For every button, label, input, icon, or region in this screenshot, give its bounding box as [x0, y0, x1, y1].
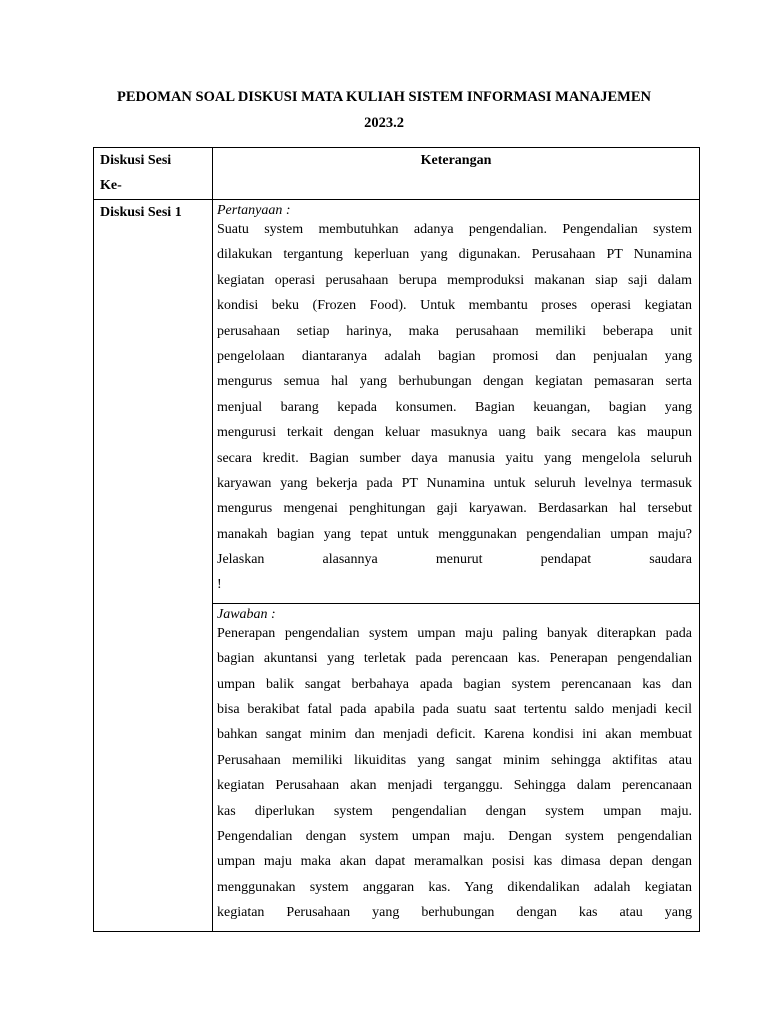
answer-block — [213, 604, 699, 931]
answer-line: umpan balik sangat berbahaya apada bagian system perencanaan kas dan — [217, 676, 692, 692]
question-line: kegiatan operasi perusahaan berupa memproduksi makanan siap saji dalam — [217, 272, 692, 288]
question-line: mengurus semua hal yang berhubungan dengan kegiatan pemasaran serta — [217, 374, 692, 390]
answer-line: menggunakan system anggaran kas. Yang dikendalikan adalah kegiatan — [217, 879, 692, 895]
session-label: Diskusi Sesi 1 — [100, 205, 182, 220]
question-line: karyawan yang bekerja pada PT Nunamina untuk seluruh levelnya termasuk — [217, 475, 692, 491]
question-line: dilakukan tergantung keperluan yang digunakan. Perusahaan PT Nunamina — [217, 247, 692, 263]
question-line: secara kredit. Bagian sumber daya manusia yaitu yang mengelola seluruh — [217, 450, 692, 466]
answer-label: Jawaban : — [217, 606, 276, 622]
header-left-label — [94, 148, 212, 198]
answer-line: Pengendalian dengan system umpan maju. Dengan system pengendalian — [217, 828, 692, 844]
answer-line: bisa berakibat fatal pada apabila pada suatu saat tertentu saldo menjadi kecil — [217, 702, 692, 718]
question-line: menjual barang kepada konsumen. Bagian keuangan, bagian yang — [217, 399, 692, 415]
question-line: perusahaan setiap harinya, maka perusahaan memiliki beberapa unit — [217, 323, 692, 339]
answer-line: bagian akuntansi yang terletak pada perencaan kas. Penerapan pengendalian — [217, 651, 692, 667]
header-right-cell — [213, 148, 700, 200]
question-block — [213, 200, 699, 603]
answer-line: bahkan sangat minim dan menjadi deficit. Karena kondisi ini akan membuat — [217, 727, 692, 743]
header-right-label: Keterangan — [420, 153, 492, 168]
answer-line: kas diperlukan system pengendalian dengan system umpan maju. — [217, 803, 692, 819]
table-row-question — [94, 200, 700, 604]
answer-line: Penerapan pengendalian system umpan maju paling banyak diterapkan pada — [217, 625, 692, 641]
session-label-cell — [94, 200, 213, 932]
question-label: Pertanyaan : — [217, 203, 291, 218]
question-line: mengurusi terkait dengan keluar masuknya uang baik secara kas maupun — [217, 425, 692, 441]
question-line: kondisi beku (Frozen Food). Untuk membantu proses operasi kegiatan — [217, 298, 692, 314]
question-cell — [213, 200, 700, 604]
question-line: manakah bagian yang tepat untuk menggunakan pengendalian umpan maju? — [217, 526, 692, 542]
header-left-cell — [94, 148, 213, 200]
question-text — [217, 222, 692, 603]
table-header-row — [94, 148, 700, 200]
question-line: pengelolaan diantaranya adalah bagian promosi dan penjualan yang — [217, 348, 692, 364]
question-line: Jelaskan alasannya menurut pendapat saudara — [217, 552, 692, 568]
answer-line: kegiatan Perusahaan akan menjadi terganggu. Sehingga dalam perencanaan — [217, 778, 692, 794]
answer-line: Perusahaan memiliki likuiditas yang sangat minim sehingga aktifitas atau — [217, 752, 692, 768]
header-left-line2: Ke- — [100, 178, 122, 193]
answer-line: umpan maju maka akan dapat meramalkan posisi kas dimasa depan dengan — [217, 854, 692, 870]
answer-text — [217, 626, 692, 931]
answer-cell — [213, 603, 700, 931]
question-line: Suatu system membutuhkan adanya pengendalian. Pengendalian system — [217, 222, 692, 237]
question-line: ! — [217, 577, 222, 593]
header-left-line1: Diskusi Sesi — [100, 153, 172, 168]
discussion-table — [93, 147, 700, 932]
document-title-year: 2023.2 — [364, 115, 404, 131]
question-line: mengurus mengenai penghitungan gaji karyawan. Berdasarkan hal tersebut — [217, 501, 692, 517]
document-title: PEDOMAN SOAL DISKUSI MATA KULIAH SISTEM INFORMASI MANAJEMEN — [116, 89, 651, 105]
answer-line: kegiatan Perusahaan yang berhubungan dengan kas atau yang — [217, 905, 692, 921]
